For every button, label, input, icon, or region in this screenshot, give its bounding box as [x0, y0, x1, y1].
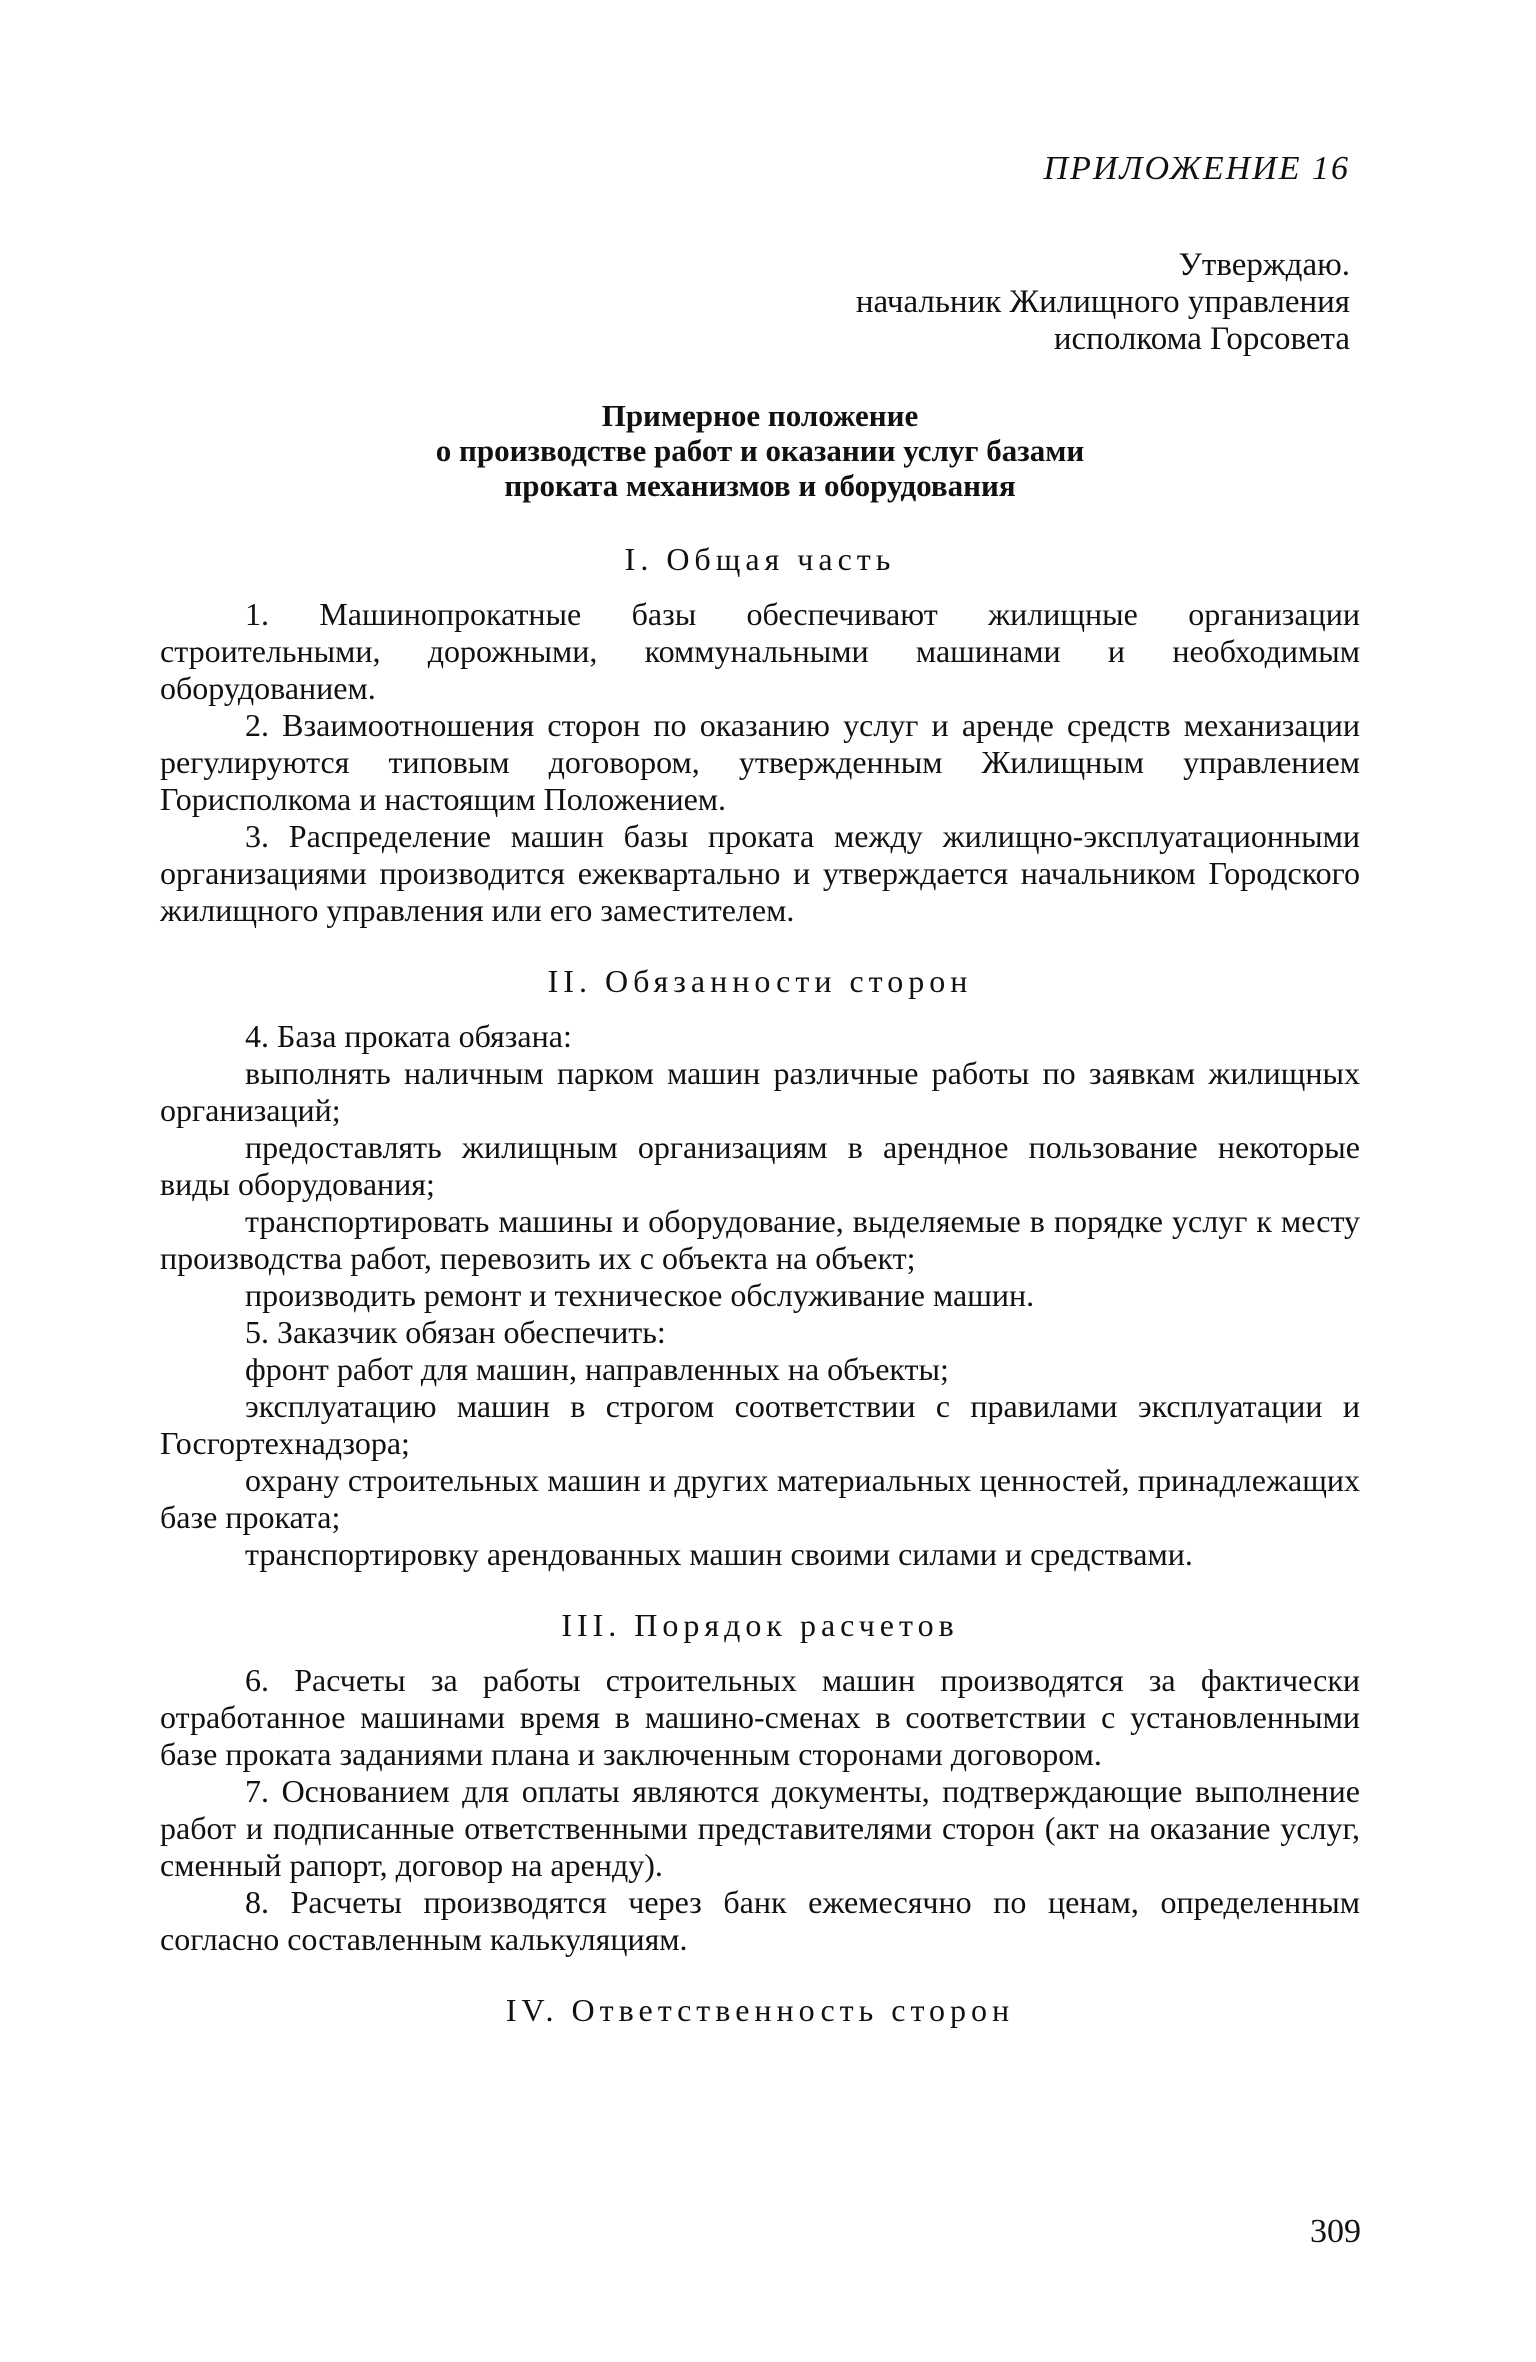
paragraph: выполнять наличным парком машин различные работы по заявкам жилищных организаций; — [160, 1055, 1360, 1128]
section-heading: III. Порядок расчетов — [561, 1607, 959, 1643]
paragraph: 8. Расчеты производятся через банк ежемесячно по ценам, определенным согласно составленным калькуляциям. — [160, 1884, 1360, 1957]
paragraph: 1. Машинопрокатные базы обеспечивают жилищные организации строительными, дорожными, коммунальными машинами и необходимым оборудованием. — [160, 596, 1360, 706]
paragraph: транспортировать машины и оборудование, выделяемые в порядке услуг к месту производства работ, перевозить их с объекта на объект; — [160, 1203, 1360, 1276]
paragraph: 2. Взаимоотношения сторон по оказанию услуг и аренде средств механизации регулируются типовым договором, утвержденным Жилищным управлением Горисполкома и настоящим Положением. — [160, 707, 1360, 817]
document-page — [160, 150, 1360, 2047]
paragraph: транспортировку арендованных машин своими силами и средствами. — [245, 1536, 1193, 1572]
section-heading: IV. Ответственность сторон — [505, 1992, 1015, 2028]
document-title — [160, 398, 1360, 503]
title-line: Примерное положение — [601, 398, 919, 433]
approval-line: Утверждаю. — [1178, 247, 1350, 283]
paragraph: эксплуатацию машин в строгом соответствии с правилами эксплуатации и Госгортехнадзора; — [160, 1388, 1360, 1461]
section-heading: II. Обязанности сторон — [547, 963, 973, 999]
section-obligations — [160, 963, 1360, 1573]
title-line: о производстве работ и оказании услуг базами — [435, 433, 1085, 468]
approval-block — [160, 247, 1350, 358]
appendix-label: ПРИЛОЖЕНИЕ 16 — [1043, 150, 1350, 187]
section-payments — [160, 1607, 1360, 1958]
approval-line: начальник Жилищного управления — [855, 284, 1350, 320]
paragraph: производить ремонт и техническое обслуживание машин. — [245, 1277, 1035, 1313]
paragraph: 7. Основанием для оплаты являются документы, подтверждающие выполнение работ и подписанные ответственными представителями сторон (акт на оказание услуг, сменный рапорт, договор на аренду). — [160, 1773, 1360, 1883]
paragraph: 6. Расчеты за работы строительных машин производятся за фактически отработанное машинами время в машино-сменах в соответствии с установленными базе проката заданиями плана и заключенным сторонами договором. — [160, 1662, 1360, 1772]
paragraph: фронт работ для машин, направленных на объекты; — [245, 1351, 949, 1387]
paragraph: 4. База проката обязана: — [245, 1018, 572, 1054]
section-heading: I. Общая часть — [624, 541, 896, 577]
paragraph: предоставлять жилищным организациям в арендное пользование некоторые виды оборудования; — [160, 1129, 1360, 1202]
section-general — [160, 541, 1360, 929]
page-number: 309 — [1310, 2213, 1361, 2250]
paragraph: охрану строительных машин и других материальных ценностей, принадлежащих базе проката; — [160, 1462, 1360, 1535]
paragraph: 5. Заказчик обязан обеспечить: — [245, 1314, 666, 1350]
section-responsibility — [160, 1992, 1360, 2029]
paragraph: 3. Распределение машин базы проката между жилищно-эксплуатационными организациями производится ежеквартально и утверждается начальником Городского жилищного управления или его заместителем. — [160, 818, 1360, 928]
approval-line: исполкома Горсовета — [1053, 321, 1350, 357]
title-line: проката механизмов и оборудования — [504, 468, 1016, 503]
